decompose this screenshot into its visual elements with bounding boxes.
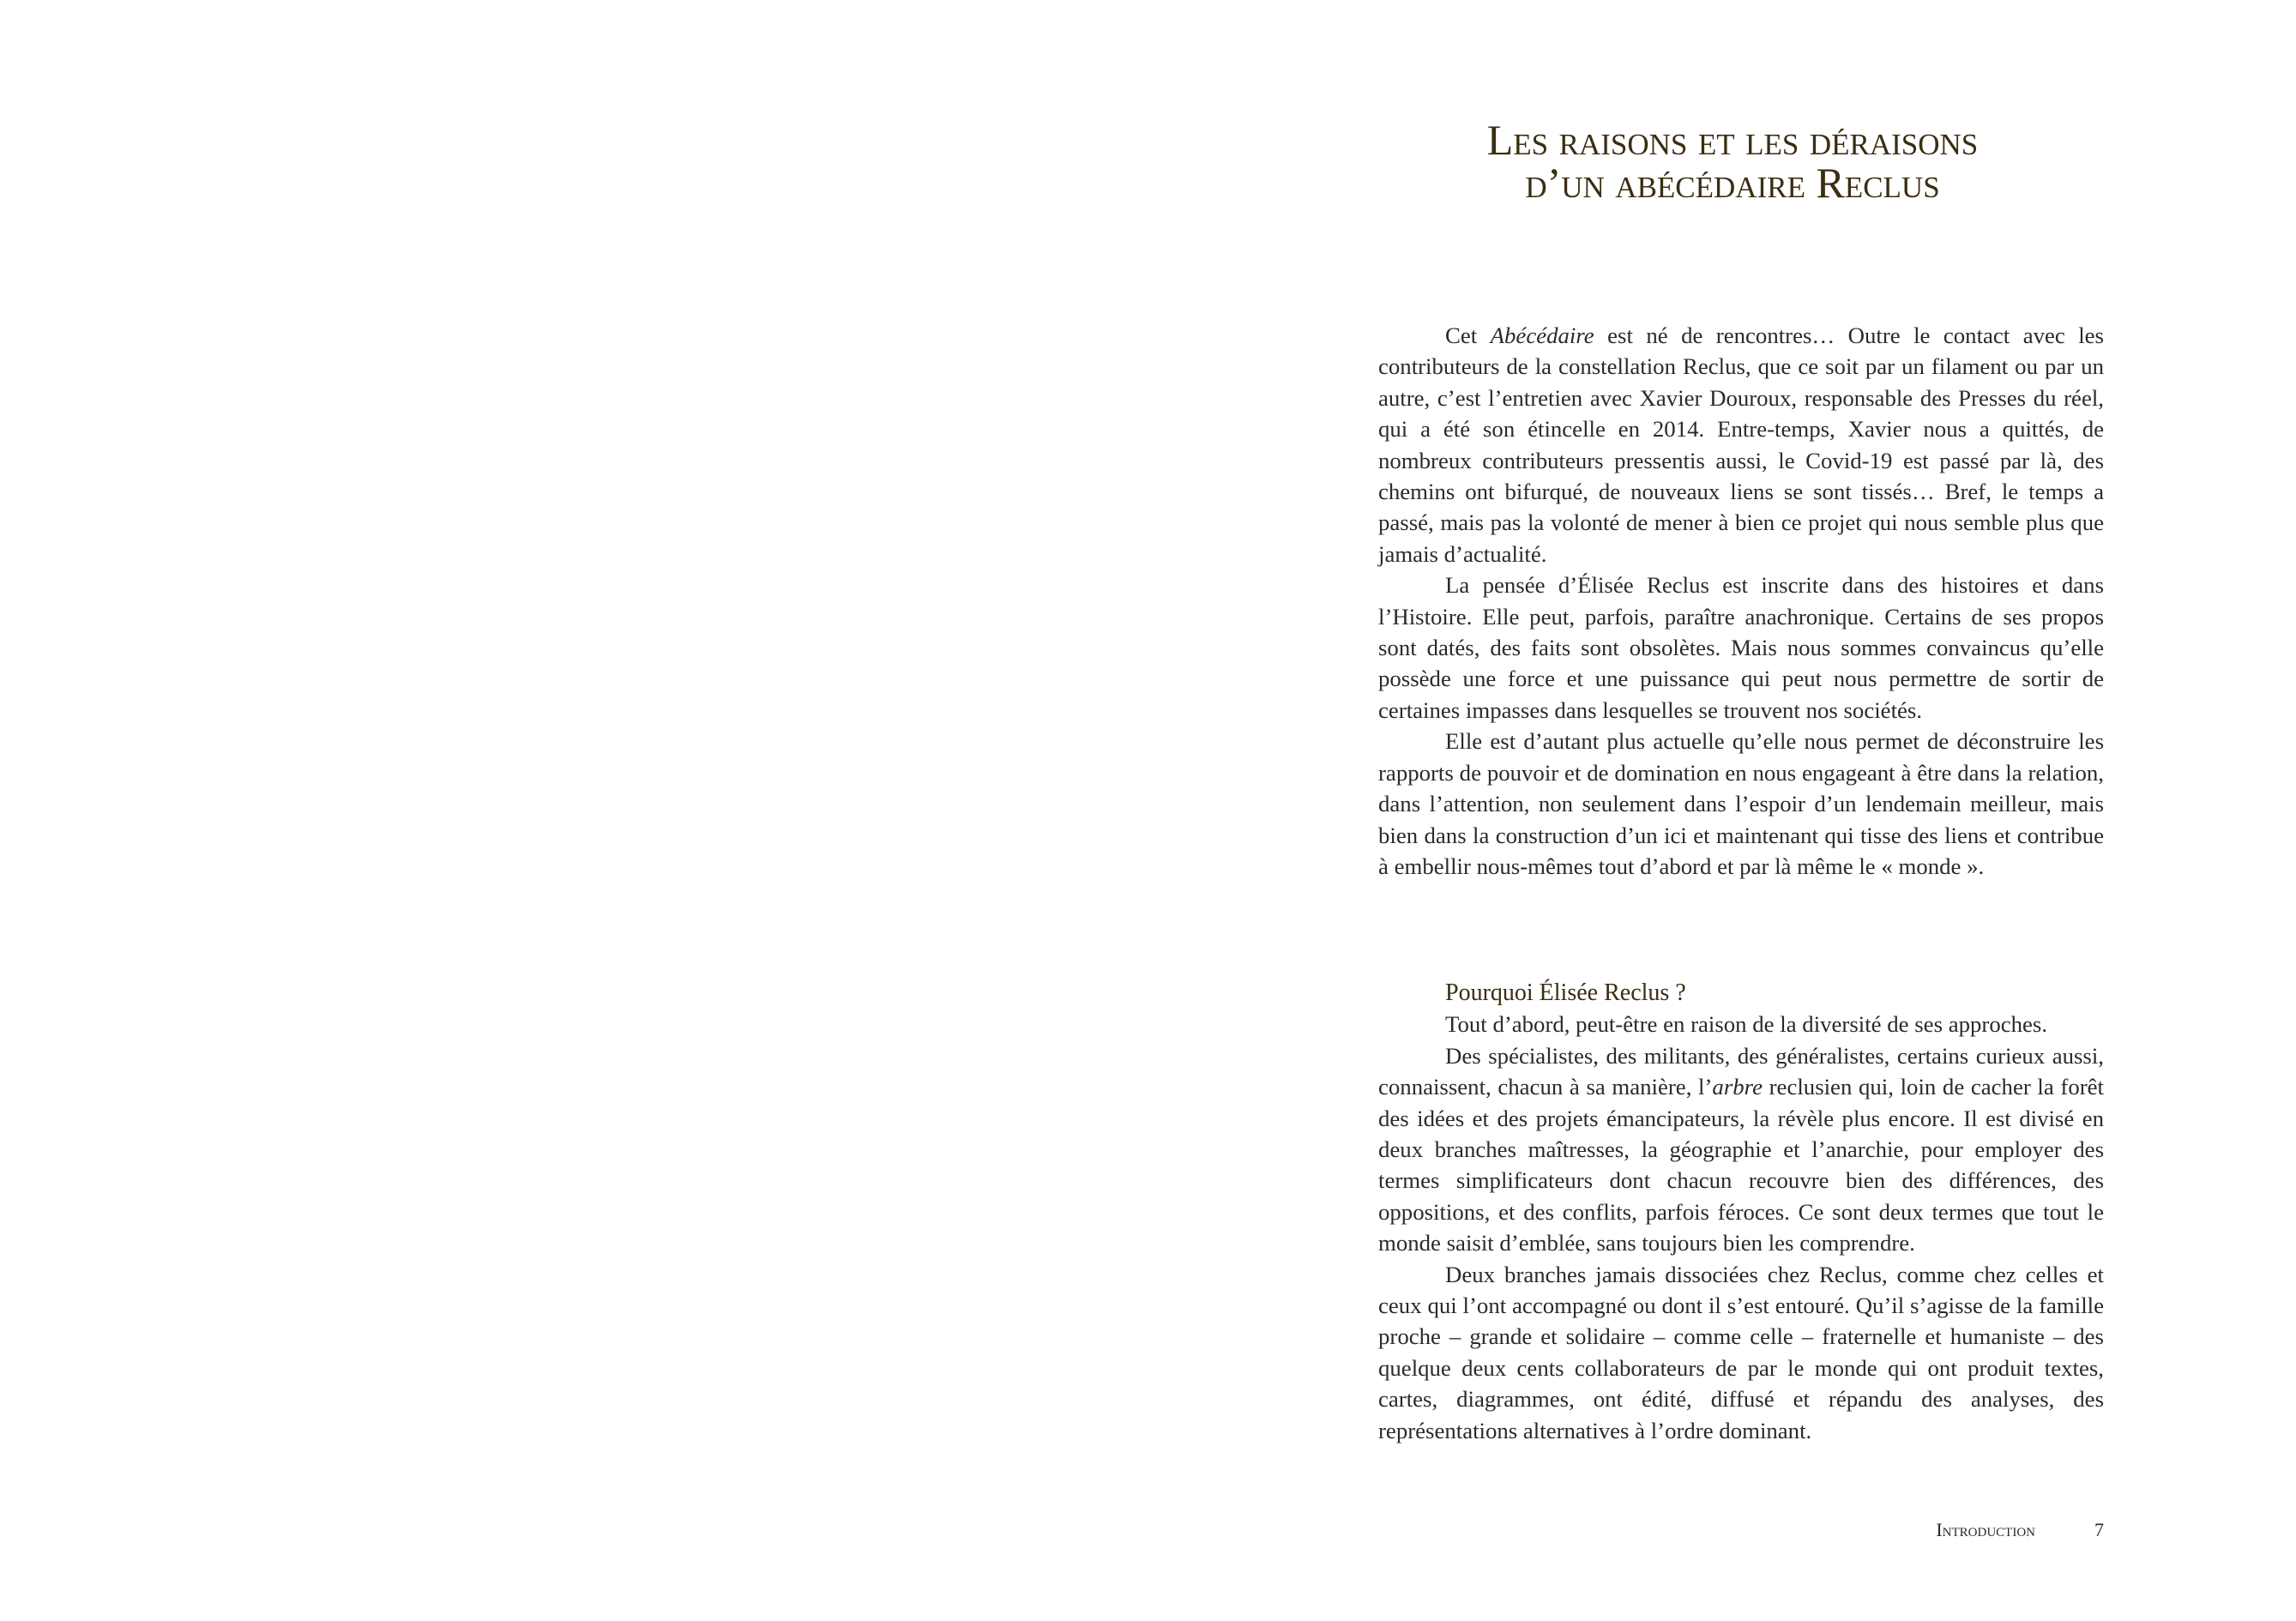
paragraph: Elle est d’autant plus actuelle qu’elle nous permet de déconstruire les rapports de pouvoir et de domination en nous engageant à être dans la relation, dans l’attention, non seulement dans l’espoir d’un lendemain meilleur, mais bien dans la construction d’un ici et maintenant qui tisse des liens et contribue à embellir nous-mêmes tout d’abord et par là même le « monde ». (1378, 728, 2104, 879)
running-head: Introduction (1936, 1519, 2035, 1540)
text-run: est né de rencontres… Outre le contact avec les contributeurs de la constellation Reclus, que ce soit par un filament ou par un autre, c’est l’entretien avec Xavier Douroux, responsable des Presses du réel, qui a été son étincelle en 2014. Entre-temps, Xavier nous a quittés, de nombreux contributeurs pressentis aussi, le Covid-19 est passé par là, des chemins ont bifurqué, de nouveaux liens se sont tissés… Bref, le temps a passé, mais pas la volonté de mener à bien ce projet qui nous semble plus que jamais d’actualité. (1378, 322, 2104, 567)
text-run: Des spécialistes, des militants, des généralistes, certains curieux aussi, connaissent, chacun à sa manière, l’ (1378, 1042, 2104, 1100)
italic-text: Abécédaire (1490, 322, 1594, 348)
paragraph (1378, 320, 2104, 569)
paragraph: Tout d’abord, peut-être en raison de la diversité de ses approches. (1445, 1011, 2048, 1038)
text-run: reclusien qui, loin de cacher la forêt des idées et des projets émancipateurs, la révèle plus encore. Il est divisé en deux branches maîtresses, la géographie et l’anarchie, pour employer des termes simplificateurs dont chacun recouvre bien des différences, des oppositions, et des conflits, parfois féroces. Ce sont deux termes que tout le monde saisit d’emblée, sans toujours bien les comprendre. (1378, 1074, 2104, 1256)
chapter-title-line-2: d’un abécédaire Reclus (1525, 159, 1940, 207)
text-run: Cet (1445, 322, 1491, 348)
chapter-title (1201, 116, 2264, 207)
paragraph: Deux branches jamais dissociées chez Reclus, comme chez celles et ceux qui l’ont accompagné ou dont il s’est entouré. Qu’il s’agisse de la famille proche – grande et solidaire – comme celle – fraternelle et humaniste – des quelque deux cents collaborateurs de par le monde qui ont produit textes, cartes, diagrammes, ont édité, diffusé et répandu des analyses, des représentations alternatives à l’ordre dominant. (1378, 1261, 2104, 1443)
page-number: 7 (2094, 1519, 2104, 1540)
section-heading: Pourquoi Élisée Reclus ? (1445, 979, 1686, 1006)
italic-text: arbre (1712, 1074, 1763, 1100)
intro-section (1378, 320, 2104, 882)
paragraph (1378, 1040, 2104, 1259)
paragraph: La pensée d’Élisée Reclus est inscrite dans des histoires et dans l’Histoire. Elle peut, parfois, paraître anachronique. Certains de ses propos sont datés, des faits sont obsolètes. Mais nous sommes convaincus qu’elle possède une force et une puissance qui peut nous permettre de sortir de certaines impasses dans lesquelles se trouvent nos sociétés. (1378, 572, 2104, 723)
why-reclus-section (1378, 978, 2104, 1446)
chapter-title-line-1: Les raisons et les déraisons (1486, 116, 1979, 164)
